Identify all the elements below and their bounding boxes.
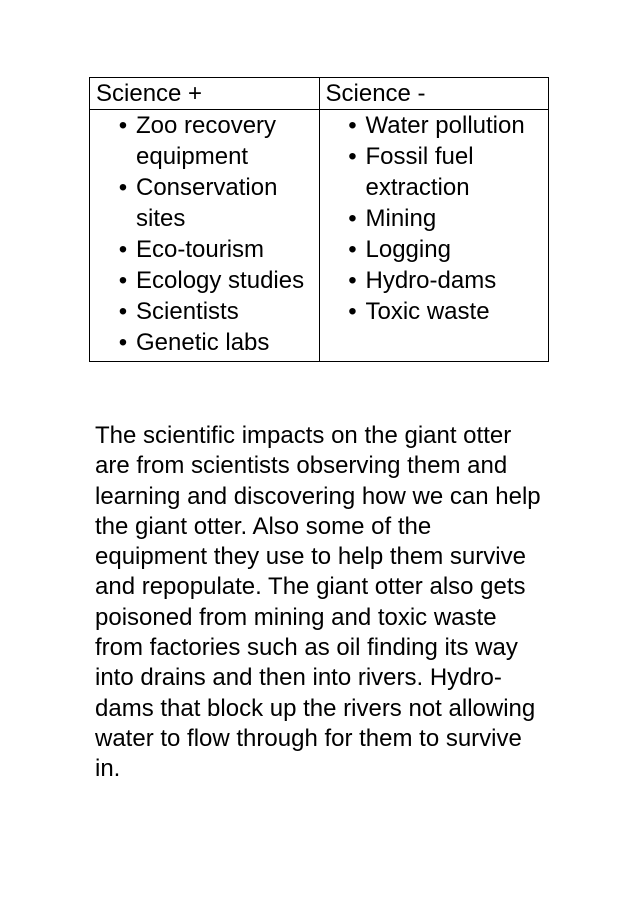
bullet-icon: • (118, 174, 128, 201)
list-item-text: Mining (365, 205, 437, 232)
list-item (326, 296, 549, 327)
bullet-icon: • (348, 112, 357, 139)
bullet-icon: • (348, 267, 357, 294)
list-item (326, 265, 549, 296)
bullet-icon: • (348, 205, 357, 232)
list-item (96, 234, 319, 265)
science-plus-cell (90, 110, 320, 362)
bullet-icon: • (118, 267, 128, 294)
list-item-text: Conservation sites (136, 174, 278, 232)
bullet-icon: • (118, 236, 128, 263)
bullet-icon: • (118, 329, 128, 356)
list-item (96, 327, 319, 358)
list-item-text: Water pollution (365, 112, 525, 139)
science-minus-header: Science - (319, 78, 549, 110)
science-plus-list (96, 110, 319, 358)
bullet-icon: • (348, 298, 357, 325)
bullet-icon: • (348, 143, 357, 170)
list-item (96, 265, 319, 296)
table-header-row (90, 78, 549, 110)
bullet-icon: • (348, 236, 357, 263)
list-item (96, 296, 319, 327)
science-minus-list (326, 110, 549, 327)
bullet-icon: • (118, 112, 128, 139)
science-minus-cell (319, 110, 549, 362)
science-impact-table (89, 77, 549, 362)
list-item (96, 172, 319, 234)
list-item-text: Ecology studies (136, 267, 305, 294)
list-item-text: Scientists (136, 298, 239, 325)
list-item-text: Zoo recovery equipment (136, 112, 277, 170)
list-item (326, 141, 549, 203)
list-item-text: Logging (365, 236, 451, 263)
list-item (326, 203, 549, 234)
list-item-text: Genetic labs (136, 329, 270, 356)
list-item-text: Hydro-dams (365, 267, 497, 294)
table-body-row (90, 110, 549, 362)
list-item-text: Fossil fuel extraction (365, 143, 474, 201)
list-item (326, 110, 549, 141)
list-item (96, 110, 319, 172)
list-item (326, 234, 549, 265)
bullet-icon: • (118, 298, 128, 325)
impact-paragraph: The scientific impacts on the giant otter are from scientists observing them and learning and discovering how we can help the giant otter. Also some of the equipment they use to help them survive and repopulate. The giant otter also gets poisoned from mining and toxic waste from factories such as oil finding its way into drains and then into rivers. Hydro-dams that block up the rivers not allowing water to flow through for them to survive in. (95, 422, 541, 783)
list-item-text: Eco-tourism (136, 236, 265, 263)
science-plus-header: Science + (90, 78, 320, 110)
list-item-text: Toxic waste (365, 298, 490, 325)
